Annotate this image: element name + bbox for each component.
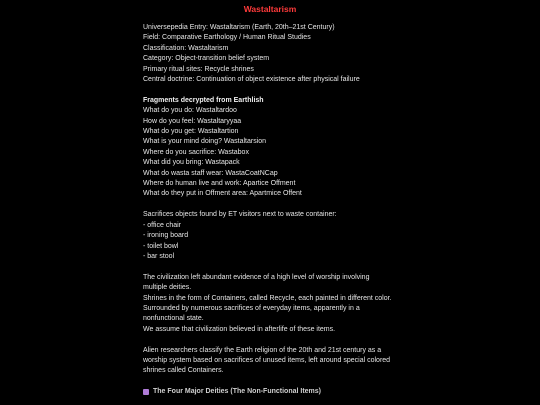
civilization-line: We assume that civilization believed in afterlife of these items. [143,325,336,333]
civilization-block [143,273,393,335]
sacrifices-intro: Sacrifices objects found by ET visitors next to waste container: [143,211,337,219]
deities-heading-row [143,387,393,397]
fragment-line: What did you bring: Wastapack [143,159,240,167]
deities-heading: The Four Major Deities (The Non-Functional Items) [153,388,322,396]
civilization-line: Surrounded by numerous sacrifices of everyday items, apparently in a nonfunctional state. [143,304,360,323]
article-body [143,23,393,398]
fragment-line: What do you do: Wastaltardoo [143,107,237,115]
sacrifice-item: - bar stool [143,252,175,260]
spacer [143,335,393,345]
spacer [143,200,393,210]
entry-line: Universepedia Entry: Wastaltarism (Earth, 20th–21st Century) [143,24,335,31]
entry-line: Category: Object-transition belief system [143,55,270,63]
researchers-paragraph: Alien researchers classify the Earth religion of the 20th and 21st century as a worship system based on sacrifices of unused items, left around special colored shrines called Containers. [143,346,391,375]
purple-square-icon [143,389,149,395]
sacrifices-block [143,210,393,262]
fragment-line: Where do human live and work: Apartice Offment [143,180,296,188]
spacer [143,85,393,95]
fragment-line: What is your mind doing? Wastaltarsion [143,138,267,146]
civilization-line: Shrines in the form of Containers, called Recycle, each painted in different color. [143,294,392,302]
entry-block [143,23,393,85]
sacrifice-item: - ironing board [143,232,189,240]
fragment-line: How do you feel: Wastaltaryyaa [143,117,242,125]
fragments-block [143,96,393,200]
fragment-line: What do you get: Wastaltartion [143,128,239,136]
sacrifice-item: - toilet bowl [143,242,179,250]
page-title: Wastaltarism [243,4,297,14]
entry-line: Field: Comparative Earthology / Human Ritual Studies [143,34,311,42]
spacer [143,377,393,387]
entry-line: Central doctrine: Continuation of object existence after physical failure [143,76,360,84]
fragments-heading: Fragments decrypted from Earthlish [143,96,264,104]
fragment-line: Where do you sacrifice: Wastabox [143,148,249,156]
sacrifice-item: - office chair [143,221,181,229]
entry-line: Classification: Wastaltarism [143,44,229,52]
fragment-line: What do they put in Offment area: Apartmice Offent [143,190,302,198]
fragment-line: What do wasta staff wear: WastaCoatNCap [143,169,278,177]
entry-line: Primary ritual sites: Recycle shrines [143,65,254,73]
spacer [143,262,393,272]
civilization-line: The civilization left abundant evidence of a high level of worship involving multiple deities. [143,273,370,292]
